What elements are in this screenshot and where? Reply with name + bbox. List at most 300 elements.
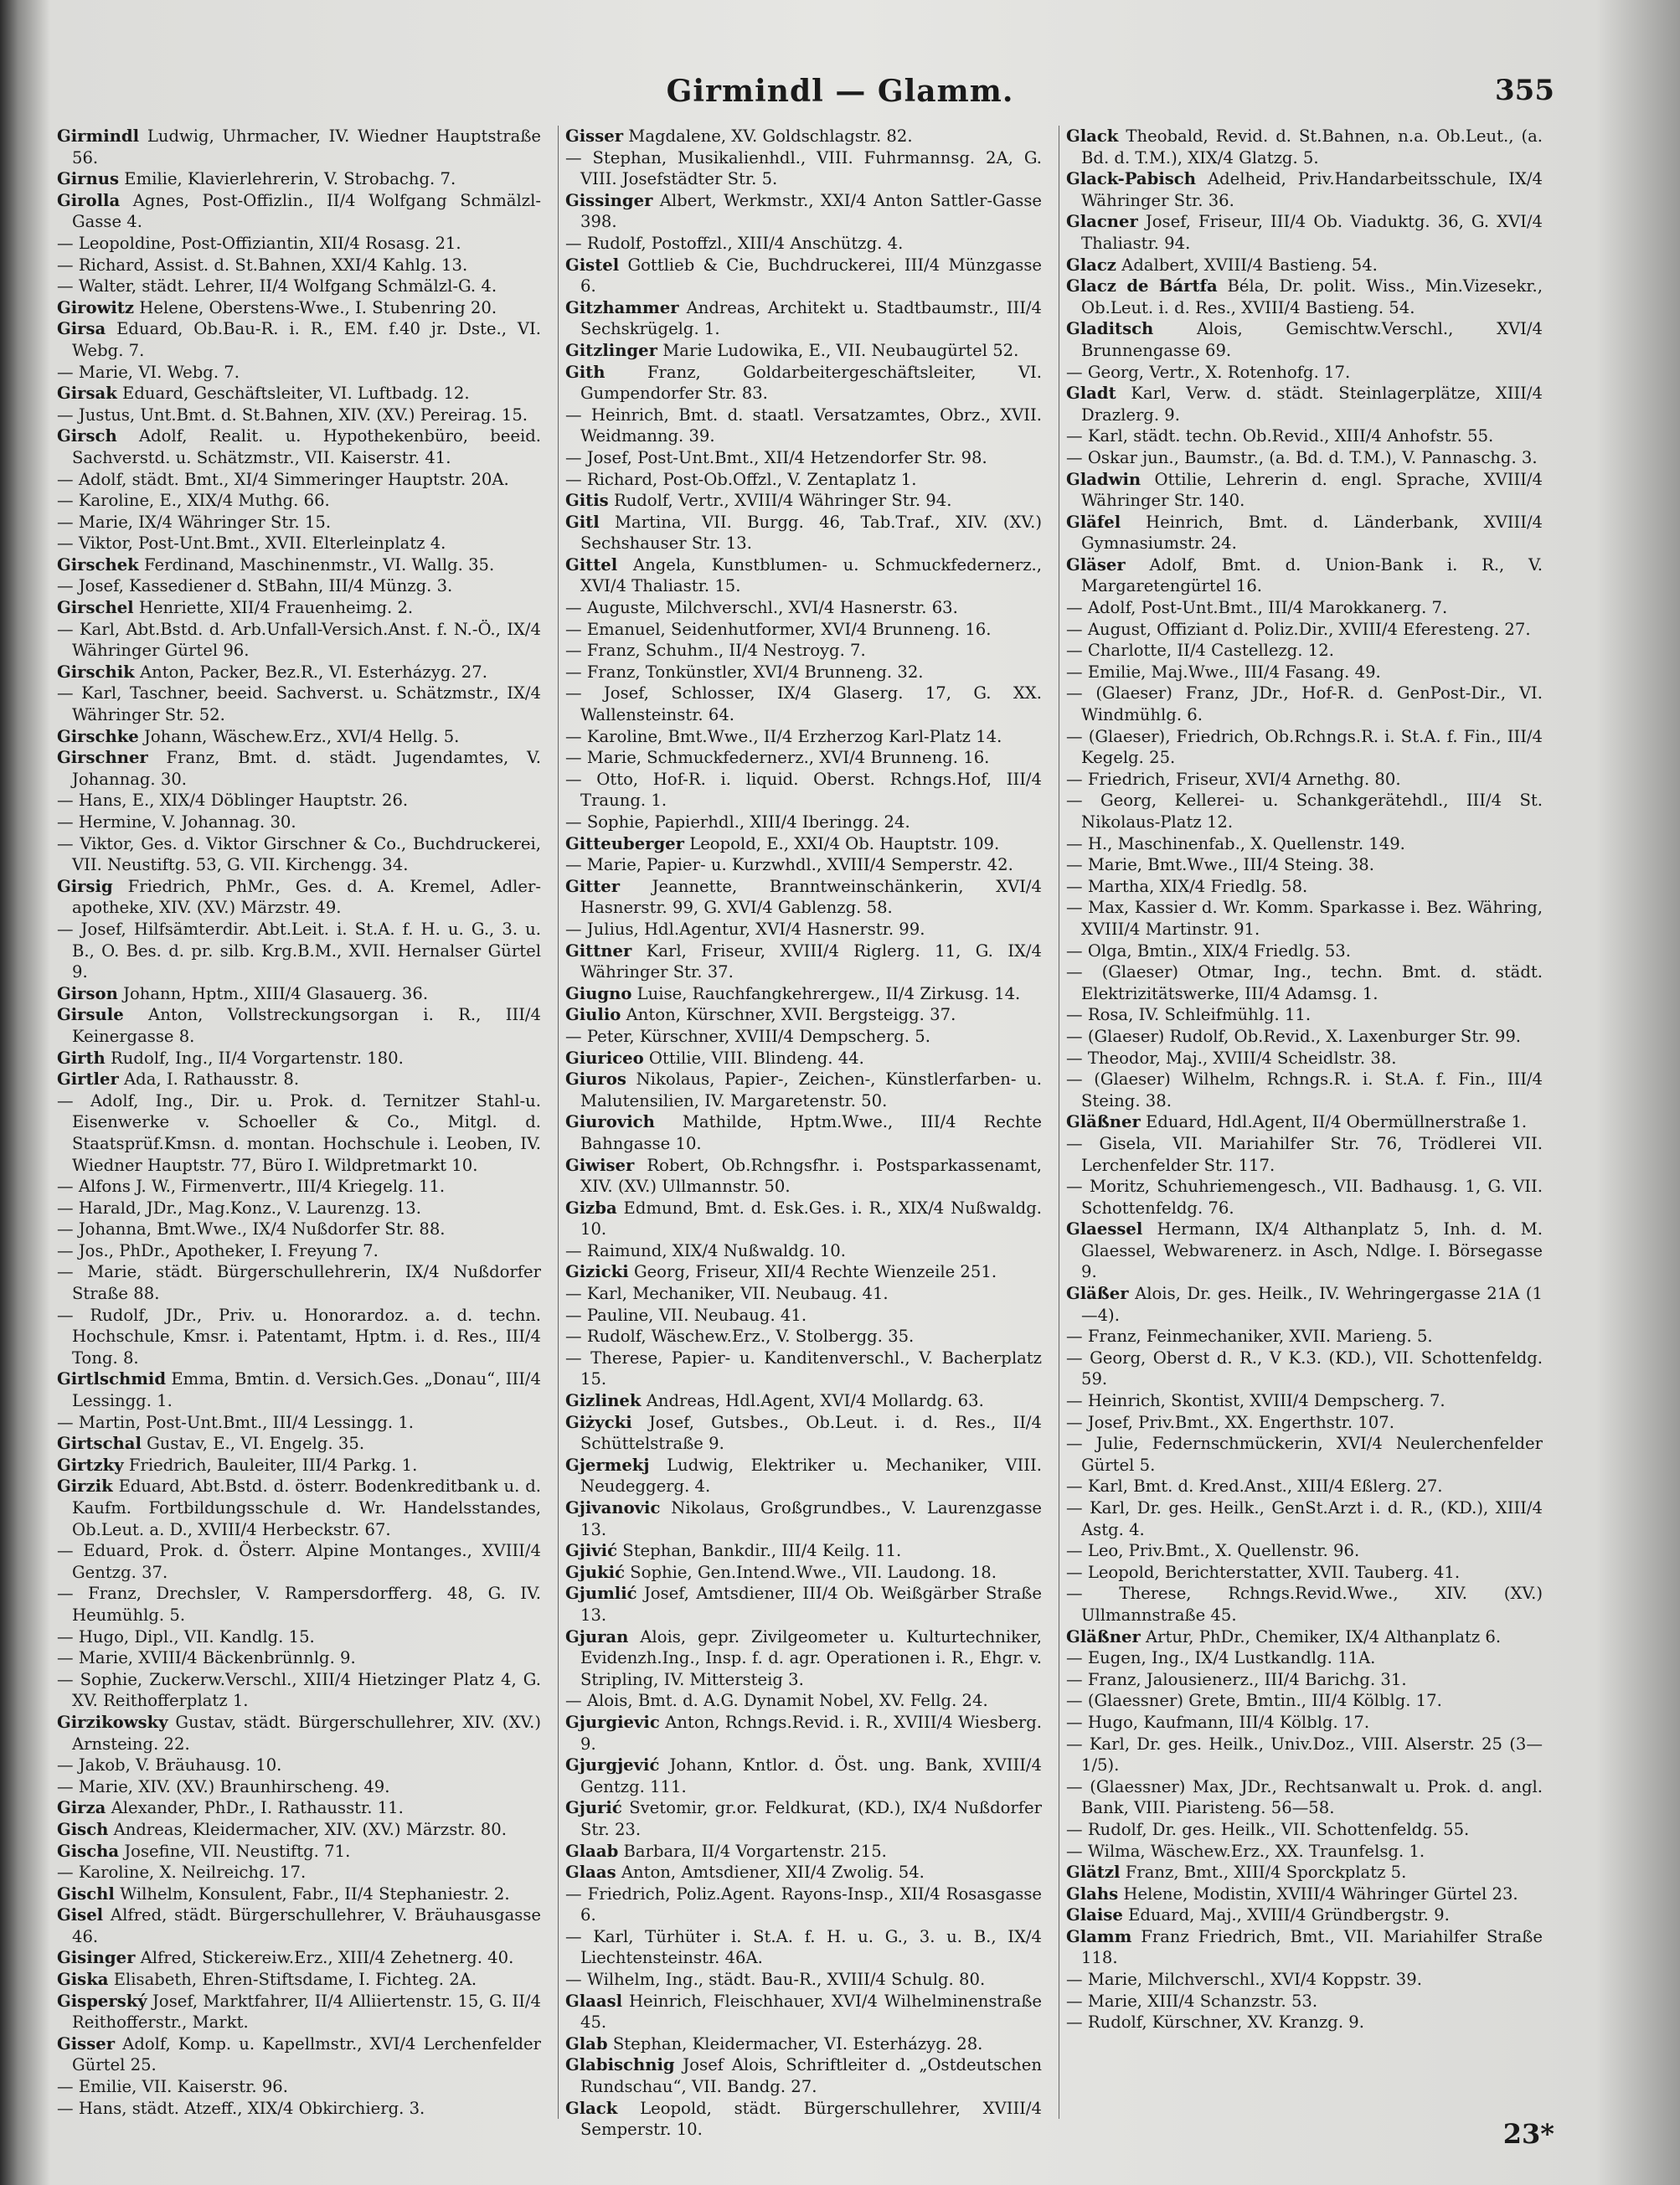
entry-text: — Heinrich, Bmt. d. staatl. Versatzamtes, Obrz., XVII. Weidmanng. 39. <box>565 405 1042 446</box>
entry-text: Heinrich, Bmt. d. Länderbank, XVIII/4 Gymnasiumstr. 24. <box>1081 512 1543 554</box>
entry-text: Josef, Marktfahrer, II/4 Alliiertenstr. 15, G. II/4 Reithofferstr., Markt. <box>72 1991 542 2033</box>
directory-entry <box>565 554 1042 597</box>
entry-text: — Alois, Bmt. d. A.G. Dynamit Nobel, XV. Fellg. 24. <box>565 1691 988 1711</box>
directory-entry <box>57 276 541 297</box>
entry-text: — Georg, Oberst d. R., V K.3. (KD.), VII. Schottenfeldg. 59. <box>1066 1348 1543 1389</box>
entry-surname: Glabischnig <box>565 2055 675 2075</box>
entry-text: Adolf, Realit. u. Hypothekenbüro, beeid. Sachverstd. u. Schätzmstr., VII. Kaiserstr. 41. <box>72 426 541 467</box>
entry-text: Friedrich, PhMr., Ges. d. A. Kremel, Adler-apotheke, XIV. (XV.) Märzstr. 49. <box>72 876 542 918</box>
directory-entry <box>1066 1647 1543 1669</box>
directory-entry <box>57 362 541 384</box>
entry-surname: Girtler <box>57 1069 119 1090</box>
directory-entry <box>1066 512 1543 554</box>
entry-surname: Giulio <box>565 1005 621 1025</box>
entry-surname: Glab <box>565 2033 608 2054</box>
entry-text: — Richard, Assist. d. St.Bahnen, XXI/4 Kahlg. 13. <box>57 255 468 275</box>
entry-surname: Giwiser <box>565 1155 635 1175</box>
entry-surname: Giżycki <box>565 1412 632 1432</box>
directory-entry <box>565 1261 1042 1283</box>
directory-entry <box>565 940 1042 983</box>
directory-entry <box>1066 1497 1543 1540</box>
directory-entry <box>1066 1283 1543 1326</box>
entry-text: — Karl, Bmt. d. Kred.Anst., XIII/4 Eßlerg. 27. <box>1066 1476 1443 1497</box>
directory-entry <box>57 1583 541 1626</box>
entry-text: — Josef, Schlosser, IX/4 Glaserg. 17, G. XX. Wallensteinstr. 64. <box>565 683 1042 725</box>
directory-entry <box>1066 1390 1543 1412</box>
entry-surname: Girowitz <box>57 297 135 317</box>
entry-text: Eduard, Maj., XVIII/4 Gründbergstr. 9. <box>1128 1905 1450 1925</box>
directory-entry <box>57 597 541 619</box>
entry-surname: Giuros <box>565 1069 626 1090</box>
entry-surname: Girth <box>57 1048 106 1068</box>
entry-surname: Glahs <box>1066 1884 1119 1904</box>
directory-entry <box>57 1540 541 1583</box>
directory-entry <box>57 1305 541 1369</box>
entry-text: — Martha, XIX/4 Friedlg. 58. <box>1066 876 1308 896</box>
directory-entry <box>1066 168 1543 211</box>
directory-entry <box>565 190 1042 233</box>
directory-entry <box>57 876 541 919</box>
directory-entry <box>565 255 1042 297</box>
entry-text: Nikolaus, Großgrundbes., V. Laurenzgasse 13. <box>580 1498 1042 1539</box>
entry-text: — Karl, Dr. ges. Heilk., Univ.Doz., VIII. Alserstr. 25 (3—1/5). <box>1066 1734 1543 1775</box>
entry-text: Artur, PhDr., Chemiker, IX/4 Althanplatz 6. <box>1146 1626 1502 1646</box>
directory-entry <box>57 833 541 876</box>
entry-text: Gottlieb & Cie, Buchdruckerei, III/4 Münzgasse 6. <box>580 255 1042 296</box>
directory-entry <box>57 2098 541 2120</box>
entry-text: Wilhelm, Konsulent, Fabr., II/4 Stephaniestr. 2. <box>120 1884 510 1904</box>
entry-text: — Martin, Post-Unt.Bmt., III/4 Lessingg. 1. <box>57 1412 415 1432</box>
directory-entry <box>1066 1583 1543 1626</box>
entry-text: — Max, Kassier d. Wr. Komm. Sparkasse i. Bez. Währing, XVIII/4 Martinstr. 91. <box>1066 898 1543 939</box>
entry-text: Rudolf, Vertr., XVIII/4 Währinger Str. 94. <box>613 491 952 511</box>
entry-text: Jeannette, Branntweinschänkerin, XVI/4 Hasnerstr. 99, G. XVI/4 Gablenzg. 58. <box>580 876 1042 918</box>
entry-surname: Gitzlinger <box>565 340 657 360</box>
running-title: Girmindl — Glamm. <box>666 74 1014 109</box>
entry-text: — Adolf, Post-Unt.Bmt., III/4 Marokkanerg. 7. <box>1066 598 1448 618</box>
entry-text: — August, Offiziant d. Poliz.Dir., XVIII/4 Eferesteng. 27. <box>1066 619 1531 639</box>
entry-surname: Gisser <box>565 126 624 146</box>
directory-entry <box>1066 1819 1543 1841</box>
directory-entry <box>1066 726 1543 769</box>
entry-surname: Gjivić <box>565 1541 618 1561</box>
directory-entry <box>57 1626 541 1648</box>
entry-text: Josefine, VII. Neustiftg. 71. <box>124 1841 351 1861</box>
entry-surname: Gizba <box>565 1198 617 1218</box>
entry-text: — Sophie, Papierhdl., XIII/4 Iberingg. 24. <box>565 812 910 832</box>
entry-surname: Gläßer <box>1066 1284 1129 1304</box>
entry-text: — Oskar jun., Baumstr., (a. Bd. d. T.M.), V. Pannaschg. 3. <box>1066 447 1538 467</box>
directory-entry <box>565 1240 1042 1262</box>
directory-entry <box>565 1283 1042 1305</box>
entry-surname: Gjurić <box>565 1798 622 1818</box>
directory-entry <box>565 1797 1042 1840</box>
entry-text: — Stephan, Musikalienhdl., VIII. Fuhrmannsg. 2A, G. VIII. Josefstädter Str. 5. <box>565 147 1042 189</box>
directory-entry <box>565 640 1042 662</box>
directory-entry <box>57 533 541 554</box>
directory-entry <box>1066 1841 1543 1863</box>
entry-text: Karl, Verw. d. städt. Steinlagerplätze, XIII/4 Drazlerg. 9. <box>1081 384 1543 425</box>
directory-entry <box>57 983 541 1005</box>
entry-surname: Girschek <box>57 554 139 575</box>
directory-entry <box>565 447 1042 469</box>
directory-entry <box>1066 1734 1543 1776</box>
entry-surname: Gitis <box>565 491 609 511</box>
directory-entry <box>1066 1048 1543 1069</box>
directory-entry <box>565 1390 1042 1412</box>
directory-entry <box>57 919 541 983</box>
entry-text: Ferdinand, Maschinenmstr., VI. Wallg. 35. <box>143 554 495 575</box>
entry-surname: Gittel <box>565 554 618 575</box>
directory-entry <box>57 1884 541 1905</box>
directory-entry <box>57 405 541 426</box>
directory-entry <box>1066 1026 1543 1048</box>
entry-text: Anton, Packer, Bez.R., VI. Esterházyg. 27. <box>139 662 487 682</box>
entry-text: — Rosa, IV. Schleifmühlg. 11. <box>1066 1005 1312 1025</box>
entry-text: Mathilde, Hptm.Wwe., III/4 Rechte Bahngasse 10. <box>580 1112 1042 1153</box>
entry-text: — Emilie, Maj.Wwe., III/4 Fasang. 49. <box>1066 662 1381 682</box>
entry-surname: Gittner <box>565 940 632 961</box>
directory-entry <box>1066 1969 1543 1991</box>
entry-surname: Girtlschmid <box>57 1369 167 1389</box>
entry-text: Sophie, Gen.Intend.Wwe., VII. Laudong. 18. <box>630 1562 997 1582</box>
directory-entry <box>57 1819 541 1841</box>
directory-entry <box>1066 1926 1543 1969</box>
entry-text: Franz, Bmt. d. städt. Jugendamtes, V. Johannag. 30. <box>72 748 541 789</box>
directory-entry <box>565 1926 1042 1969</box>
entry-surname: Gjurgjević <box>565 1755 660 1775</box>
entry-surname: Girschik <box>57 662 135 682</box>
entry-text: Gustav, städt. Bürgerschullehrer, XIV. (XV.) Arnsteing. 22. <box>72 1712 541 1754</box>
entry-text: Alfred, städt. Bürgerschullehrer, V. Bräuhausgasse 46. <box>72 1905 541 1946</box>
entry-surname: Girza <box>57 1798 106 1818</box>
entry-text: Angela, Kunstblumen- u. Schmuckfedernerz., XVI/4 Thaliastr. 15. <box>580 554 1043 596</box>
entry-text: — Leo, Priv.Bmt., X. Quellenstr. 96. <box>1066 1541 1360 1561</box>
entry-text: — Franz, Jalousienerz., III/4 Barichg. 31. <box>1066 1669 1407 1689</box>
entry-text: — Pauline, VII. Neubaug. 41. <box>565 1305 807 1325</box>
entry-text: — Johanna, Bmt.Wwe., IX/4 Nußdorfer Str. 88. <box>57 1219 446 1239</box>
entry-text: Emma, Bmtin. d. Versich.Ges. „Donau“, III/4 Lessingg. 1. <box>72 1369 541 1411</box>
entry-text: — Leopoldine, Post-Offiziantin, XII/4 Rosasg. 21. <box>57 233 461 253</box>
directory-entry <box>1066 318 1543 361</box>
entry-text: — Franz, Schuhm., II/4 Nestroyg. 7. <box>565 641 866 661</box>
entry-surname: Glaas <box>565 1863 616 1883</box>
entry-text: Martina, VII. Burgg. 46, Tab.Traf., XIV. (XV.) Sechshauser Str. 13. <box>580 512 1043 554</box>
page-header <box>0 74 1680 107</box>
entry-text: Eduard, Geschäftsleiter, VI. Luftbadg. 12. <box>122 384 470 404</box>
entry-text: — Moritz, Schuhriemengesch., VII. Badhausg. 1, G. VII. Schottenfeldg. 76. <box>1066 1177 1543 1218</box>
entry-surname: Giska <box>57 1970 109 1990</box>
entry-text: Adelheid, Priv.Handarbeitsschule, IX/4 Währinger Str. 36. <box>1081 169 1543 210</box>
entry-text: — Therese, Rchngs.Revid.Wwe., XIV. (XV.) Ullmannstraße 45. <box>1066 1584 1543 1625</box>
directory-entry <box>565 983 1042 1005</box>
entry-text: — Jos., PhDr., Apotheker, I. Freyung 7. <box>57 1240 379 1260</box>
directory-entry <box>57 2076 541 2098</box>
directory-entry <box>1066 1433 1543 1476</box>
directory-entry <box>57 1991 541 2033</box>
directory-entry <box>565 726 1042 748</box>
entry-surname: Girschel <box>57 598 134 618</box>
entry-text: — Charlotte, II/4 Castellezg. 12. <box>1066 641 1334 661</box>
entry-surname: Gläfel <box>1066 512 1121 532</box>
directory-entry <box>565 1198 1042 1240</box>
entry-text: — Eugen, Ing., IX/4 Lustkandlg. 11A. <box>1066 1648 1376 1668</box>
entry-surname: Girschke <box>57 726 139 746</box>
entry-text: — Josef, Post-Unt.Bmt., XII/4 Hetzendorfer Str. 98. <box>565 447 987 467</box>
directory-entry <box>57 255 541 276</box>
entry-surname: Gjermekj <box>565 1455 650 1475</box>
directory-entry <box>57 575 541 597</box>
directory-entry <box>57 1904 541 1947</box>
directory-entry <box>1066 1540 1543 1562</box>
entry-text: — Rudolf, Wäschew.Erz., V. Stolbergg. 35. <box>565 1327 915 1347</box>
directory-entry <box>1066 597 1543 619</box>
directory-entry <box>1066 1133 1543 1176</box>
signature-mark: 23* <box>1502 2118 1554 2150</box>
entry-surname: Gjuran <box>565 1626 629 1646</box>
entry-text: — Gisela, VII. Mariahilfer Str. 76, Trödlerei VII. Lerchenfelder Str. 117. <box>1066 1133 1543 1175</box>
entry-surname: Glaab <box>565 1841 619 1861</box>
directory-entry <box>1066 1004 1543 1026</box>
directory-entry <box>57 1261 541 1304</box>
entry-text: — Theodor, Maj., XVIII/4 Scheidlstr. 38. <box>1066 1048 1397 1068</box>
entry-text: Adolf, Bmt. d. Union-Bank i. R., V. Margaretengürtel 16. <box>1081 554 1543 596</box>
entry-surname: Girmindl <box>57 126 140 146</box>
directory-entry <box>1066 790 1543 832</box>
entry-surname: Girson <box>57 983 118 1003</box>
entry-text: — Rudolf, Dr. ges. Heilk., VII. Schottenfeldg. 55. <box>1066 1819 1470 1839</box>
entry-surname: Girschner <box>57 748 148 768</box>
entry-text: — Franz, Tonkünstler, XVI/4 Brunneng. 32. <box>565 662 924 682</box>
entry-text: — Hans, E., XIX/4 Döblinger Hauptstr. 26. <box>57 791 409 811</box>
entry-text: Adolf, Komp. u. Kapellmstr., XVI/4 Lerchenfelder Gürtel 25. <box>72 2033 541 2075</box>
directory-entry <box>1066 1991 1543 2012</box>
entry-text: — Marie, XIV. (XV.) Braunhirscheng. 49. <box>57 1776 390 1796</box>
entry-surname: Gisperský <box>57 1991 147 2011</box>
directory-entry <box>57 1947 541 1969</box>
directory-entry <box>57 126 541 168</box>
directory-entry <box>57 318 541 361</box>
entry-text: Eduard, Abt.Bstd. d. österr. Bodenkreditbank u. d. Kaufm. Fortbildungsschule d. Wr. Handelsstandes, Ob.Leut. a. D., XVIII/4 Herbeckstr. 67. <box>72 1476 541 1539</box>
entry-surname: Gissinger <box>565 190 653 210</box>
entry-surname: Gisser <box>57 2033 116 2054</box>
entry-text: Ludwig, Elektriker u. Mechaniker, VIII. Neudeggerg. 4. <box>580 1455 1043 1497</box>
entry-text: Franz Friedrich, Bmt., VII. Mariahilfer Straße 118. <box>1081 1926 1543 1968</box>
entry-surname: Glack <box>1066 126 1119 146</box>
entry-surname: Glacz <box>1066 255 1116 275</box>
directory-entry <box>565 597 1042 619</box>
entry-text: Ludwig, Uhrmacher, IV. Wiedner Hauptstraße 56. <box>72 126 541 167</box>
directory-entry <box>565 1884 1042 1926</box>
directory-entry <box>565 683 1042 725</box>
entry-text: — Sophie, Zuckerw.Verschl., XIII/4 Hietzinger Platz 4, G. XV. Reithofferplatz 1. <box>57 1669 541 1711</box>
entry-text: Franz, Bmt., XIII/4 Sporckplatz 5. <box>1125 1863 1407 1883</box>
directory-entry <box>1066 126 1543 168</box>
entry-text: Helene, Oberstens-Wwe., I. Stubenring 20. <box>139 297 497 317</box>
entry-text: — Emanuel, Seidenhutformer, XVI/4 Brunneng. 16. <box>565 619 992 639</box>
entry-text: — Auguste, Milchverschl., XVI/4 Hasnerstr. 63. <box>565 598 958 618</box>
directory-entry <box>565 233 1042 255</box>
entry-text: — Karl, Abt.Bstd. d. Arb.Unfall-Versich.Anst. f. N.-Ö., IX/4 Währinger Gürtel 96. <box>57 619 541 661</box>
directory-entry <box>565 469 1042 491</box>
entry-surname: Girtschal <box>57 1434 142 1454</box>
directory-entry <box>1066 447 1543 469</box>
entry-text: Heinrich, Fleischhauer, XVI/4 Wilhelminenstraße 45. <box>580 1991 1042 2033</box>
entry-text: — (Glaeser) Otmar, Ing., techn. Bmt. d. städt. Elektrizitätswerke, III/4 Adamsg. 1. <box>1066 962 1543 1003</box>
directory-entry <box>57 1476 541 1540</box>
entry-surname: Gladt <box>1066 384 1116 404</box>
directory-entry <box>1066 1669 1543 1691</box>
directory-entry <box>57 1048 541 1069</box>
directory-entry <box>565 1626 1042 1691</box>
directory-entry <box>57 1455 541 1476</box>
directory-entry <box>565 1048 1042 1069</box>
directory-entry <box>565 854 1042 876</box>
entry-text: Josef, Friseur, III/4 Ob. Viaduktg. 36, G. XVI/4 Thaliastr. 94. <box>1081 212 1543 253</box>
directory-entry <box>1066 1690 1543 1712</box>
directory-entry <box>565 1755 1042 1797</box>
entry-text: Eduard, Ob.Bau-R. i. R., EM. f.40 jr. Dste., VI. Webg. 7. <box>72 319 541 360</box>
entry-surname: Giugno <box>565 983 632 1003</box>
directory-entry <box>1066 876 1543 898</box>
entry-text: — Marie, IX/4 Währinger Str. 15. <box>57 512 332 532</box>
directory-entry <box>57 1412 541 1434</box>
entry-text: — Justus, Unt.Bmt. d. St.Bahnen, XIV. (XV.) Pereirag. 15. <box>57 405 528 425</box>
entry-text: Josef Alois, Schriftleiter d. „Ostdeutschen Rundschau“, VII. Bandg. 27. <box>580 2055 1042 2097</box>
directory-entry <box>565 340 1042 362</box>
directory-entry <box>1066 255 1543 276</box>
entry-text: — Josef, Priv.Bmt., XX. Engerthstr. 107. <box>1066 1412 1394 1432</box>
entry-surname: Gjurgievic <box>565 1712 660 1732</box>
entry-text: — Viktor, Ges. d. Viktor Girschner & Co., Buchdruckerei, VII. Neustiftg. 53, G. VII. Kirchengg. 34. <box>57 833 541 875</box>
entry-surname: Gjumlić <box>565 1584 637 1604</box>
directory-entry <box>57 1176 541 1198</box>
entry-surname: Glack-Pabisch <box>1066 169 1196 189</box>
directory-entry <box>565 769 1042 812</box>
entry-surname: Gitzhammer <box>565 297 679 317</box>
directory-entry <box>1066 276 1543 318</box>
directory-entry <box>57 726 541 748</box>
directory-entry <box>565 2054 1042 2097</box>
entry-text: — Harald, JDr., Mag.Konz., V. Laurenzg. 13. <box>57 1198 421 1218</box>
directory-entry <box>565 1841 1042 1863</box>
directory-entry <box>565 297 1042 340</box>
entry-surname: Girsig <box>57 876 113 896</box>
entry-text: — Therese, Papier- u. Kanditenverschl., V. Bacherplatz 15. <box>565 1348 1042 1389</box>
directory-entry <box>1066 2012 1543 2033</box>
entry-text: — Rudolf, JDr., Priv. u. Honorardoz. a. d. techn. Hochschule, Kmsr. i. Patentamt, Hptm. i. d. Res., III/4 Tong. 8. <box>57 1305 541 1368</box>
directory-entry <box>565 490 1042 512</box>
directory-entry <box>565 362 1042 405</box>
entry-text: — H., Maschinenfab., X. Quellenstr. 149. <box>1066 833 1405 853</box>
entry-text: — (Glaeser) Wilhelm, Rchngs.R. i. St.A. f. Fin., III/4 Steing. 38. <box>1066 1069 1543 1111</box>
entry-surname: Glaessel <box>1066 1219 1143 1239</box>
directory-entry <box>57 747 541 790</box>
entry-text: Johann, Hptm., XIII/4 Glasauerg. 36. <box>123 983 429 1003</box>
directory-entry <box>57 554 541 576</box>
entry-surname: Girsule <box>57 1005 124 1025</box>
entry-text: — Hans, städt. Atzeff., XIX/4 Obkirchierg. 3. <box>57 2098 425 2118</box>
entry-text: — Marie, XIII/4 Schanzstr. 53. <box>1066 1991 1318 2011</box>
directory-entry <box>1066 683 1543 725</box>
directory-entry <box>57 425 541 468</box>
entry-text: Josef, Gutsbes., Ob.Leut. i. d. Res., II/4 Schüttelstraße 9. <box>580 1412 1043 1454</box>
entry-text: — Marie, Schmuckfedernerz., XVI/4 Brunneng. 16. <box>565 748 990 768</box>
entry-surname: Glack <box>565 2098 618 2118</box>
entry-text: Elisabeth, Ehren-Stiftsdame, I. Fichteg. 2A. <box>113 1970 477 1990</box>
directory-entry <box>57 812 541 833</box>
directory-entry <box>57 1647 541 1669</box>
directory-entry <box>565 1862 1042 1884</box>
entry-text: Luise, Rauchfangkehrergew., II/4 Zirkusg. 14. <box>636 983 1021 1003</box>
entry-text: Anton, Kürschner, XVII. Bergsteigg. 37. <box>626 1005 956 1025</box>
directory-entry <box>1066 1111 1543 1133</box>
directory-entry <box>565 2033 1042 2055</box>
directory-entry <box>1066 1626 1543 1648</box>
directory-entry <box>57 469 541 491</box>
entry-text: — Franz, Drechsler, V. Rampersdorfferg. 48, G. IV. Heumühlg. 5. <box>57 1584 541 1625</box>
entry-text: Béla, Dr. polit. Wiss., Min.Vizesekr., Ob.Leut. i. d. Res., XVIII/4 Bastieng. 54. <box>1081 276 1543 317</box>
entry-text: Rudolf, Ing., II/4 Vorgartenstr. 180. <box>111 1048 404 1068</box>
directory-entry <box>57 190 541 233</box>
directory-entry <box>1066 1326 1543 1348</box>
entry-text: — Hermine, V. Johannag. 30. <box>57 812 296 832</box>
directory-entry <box>57 1004 541 1047</box>
entry-text: — Wilhelm, Ing., städt. Bau-R., XVIII/4 Schulg. 80. <box>565 1970 986 1990</box>
entry-text: — Josef, Hilfsämterdir. Abt.Leit. i. St.A. f. H. u. G., 3. u. B., O. Bes. d. pr. silb. Krg.B.M., XVII. Hernalser Gürtel 9. <box>57 919 541 982</box>
directory-entry <box>57 233 541 255</box>
directory-entry <box>57 383 541 405</box>
entry-text: Friedrich, Bauleiter, III/4 Parkg. 1. <box>128 1455 418 1475</box>
directory-entry <box>57 2033 541 2076</box>
directory-entry <box>565 1026 1042 1048</box>
directory-entry <box>565 1412 1042 1455</box>
entry-text: — Josef, Kassediener d. StBahn, III/4 Münzg. 3. <box>57 576 453 596</box>
entry-text: Gustav, E., VI. Engelg. 35. <box>147 1434 365 1454</box>
entry-text: — Karoline, X. Neilreichg. 17. <box>57 1863 307 1883</box>
entry-surname: Girsch <box>57 426 117 446</box>
directory-entry <box>565 1326 1042 1348</box>
directory-entry <box>565 126 1042 147</box>
entry-text: Magdalene, XV. Goldschlagstr. 82. <box>628 126 913 146</box>
entry-text: Ottilie, VIII. Blindeng. 44. <box>648 1048 864 1068</box>
directory-entry <box>57 1090 541 1176</box>
entry-text: — Leopold, Berichterstatter, XVII. Tauberg. 41. <box>1066 1562 1461 1582</box>
directory-entry <box>565 1690 1042 1712</box>
entry-surname: Gischl <box>57 1884 115 1904</box>
directory-entry <box>565 147 1042 190</box>
entry-surname: Gläser <box>1066 554 1126 575</box>
directory-entry <box>1066 854 1543 876</box>
entry-surname: Gizlinek <box>565 1391 642 1411</box>
directory-entry <box>1066 833 1543 855</box>
entry-text: — Adolf, städt. Bmt., XI/4 Simmeringer Hauptstr. 20A. <box>57 469 509 489</box>
entry-text: — Marie, städt. Bürgerschullehrerin, IX/4 Nußdorfer Straße 88. <box>57 1262 541 1304</box>
entry-surname: Gitter <box>565 876 621 896</box>
directory-entry <box>565 1562 1042 1584</box>
directory-entry <box>1066 383 1543 425</box>
entry-text: Eduard, Hdl.Agent, II/4 Obermüllnerstraße 1. <box>1146 1112 1528 1132</box>
entry-text: — Viktor, Post-Unt.Bmt., XVII. Elterleinplatz 4. <box>57 533 446 554</box>
page-number: 355 <box>1495 74 1554 107</box>
entry-surname: Glaasl <box>565 1991 623 2011</box>
entry-text: — Julius, Hdl.Agentur, XVI/4 Hasnerstr. 99. <box>565 919 925 939</box>
directory-entry <box>565 1069 1042 1111</box>
entry-text: Theobald, Revid. d. St.Bahnen, n.a. Ob.Leut., (a. Bd. d. T.M.), XIX/4 Glatzg. 5. <box>1081 126 1543 167</box>
directory-entry <box>1066 769 1543 791</box>
directory-entry <box>565 1991 1042 2033</box>
column-3 <box>1059 126 1548 2119</box>
